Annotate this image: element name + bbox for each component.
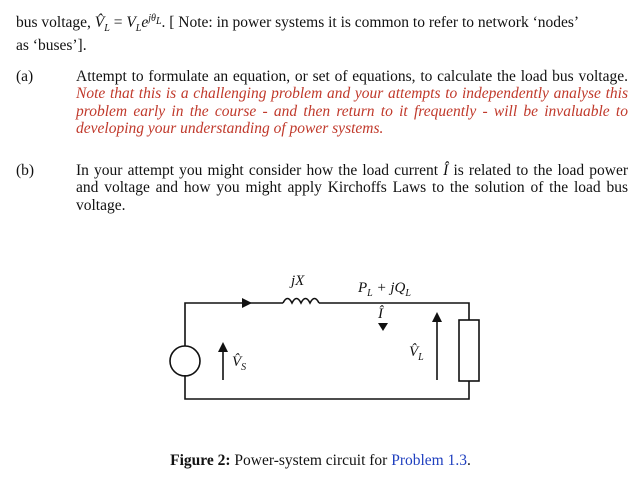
part-a-instruction: Attempt to formulate an equation, or set of equations, to calculate the load bus voltage. [76,68,628,85]
intro-note: . [ Note: in power systems it is common to refer to network ‘nodes’ [161,14,580,31]
load-power-marker [378,323,388,331]
source-voltage-label: $V̂_S$ [232,354,247,373]
source-voltage-arrowhead [218,342,228,352]
current-label: Î [378,306,383,322]
figure-caption: Figure 2: Power-system circuit for Problem 1.3. [170,452,471,469]
intro-text: bus voltage, [16,14,95,31]
intro-line-2: as ‘buses’]. [16,37,87,54]
wire-top-left [185,303,283,346]
load-impedance [459,320,479,381]
inductor-coil [283,299,319,304]
part-a-note: Note that this is a challenging problem and your attempts to independently analyse this problem early in the course - and then return to it frequently - will be invaluable to developing your understanding of power systems. [76,85,628,138]
part-a-label: (a) [16,68,34,85]
current-arrowhead [242,298,252,308]
figure-label: Figure 2: [170,452,231,469]
part-b-text: In your attempt you might consider how the load current Î is related to the load power and voltage and how you might apply Kirchoffs Laws to the solution of the load bus voltage. [76,162,628,214]
load-current-symbol: Î [443,162,449,179]
part-b-label: (b) [16,162,35,179]
power-label: $P_L + jQ_L$ [358,280,411,299]
load-voltage-expr: $V_Le^{j\theta_L}$ [126,12,162,35]
load-voltage-arrowhead [432,312,442,322]
wire-top-right [319,303,469,320]
problem-link[interactable]: Problem 1.3 [391,452,467,469]
load-voltage-symbol: $V̂_L$ [94,14,110,35]
wire-bottom [185,375,469,399]
reactance-label: jX [291,273,305,289]
intro-line-1: bus voltage, $V̂_L = V_Le^{j\theta_L}$. [ Note: in power systems it is common to refer to network ‘nodes’ [16,12,580,35]
voltage-source [170,346,200,376]
load-voltage-label: $V̂_L$ [409,344,424,363]
